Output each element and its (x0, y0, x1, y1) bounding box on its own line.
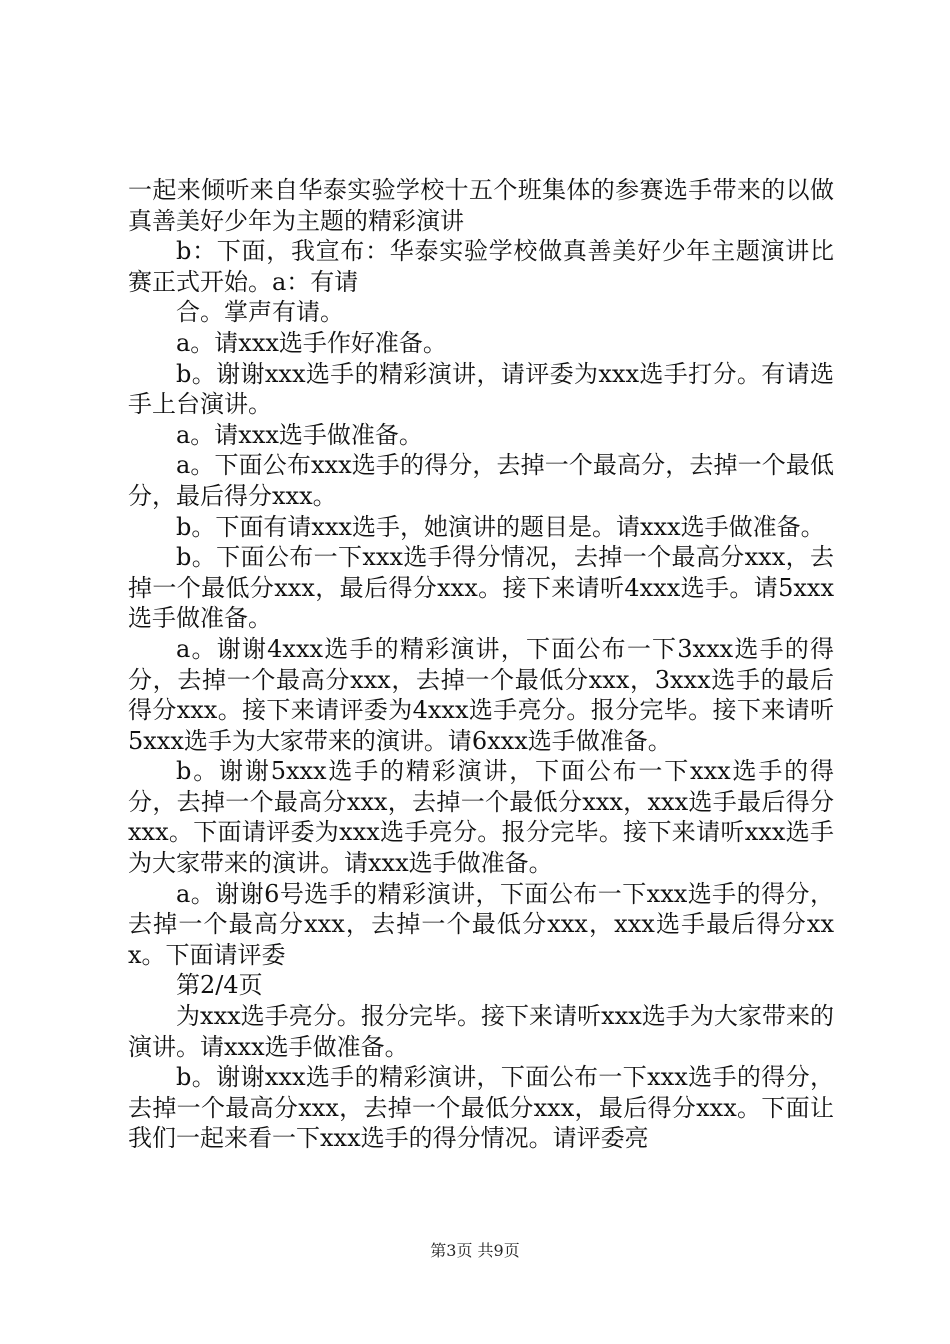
paragraph: b。下面公布一下xxx选手得分情况，去掉一个最高分xxx，去掉一个最低分xxx，最后得分xxx。接下来请听4xxx选手。请5xxx选手做准备。 (128, 543, 834, 633)
paragraph: a。下面公布xxx选手的得分，去掉一个最高分，去掉一个最低分，最后得分xxx。 (128, 451, 834, 510)
paragraph-applause: 合。掌声有请。 (176, 298, 344, 327)
paragraph: a。谢谢4xxx选手的精彩演讲，下面公布一下3xxx选手的得分，去掉一个最高分xxx，去掉一个最低分xxx，3xxx选手的最后得分xxx。接下来请评委为4xxx选手亮分。报分完毕。接下来请听5xxx选手为大家带来的演讲。请6xxx选手做准备。 (128, 634, 834, 755)
page-number-label: 第3页 共9页 (430, 1241, 520, 1260)
paragraph: b。谢谢5xxx选手的精彩演讲，下面公布一下xxx选手的得分，去掉一个最高分xxx，去掉一个最低分xxx，xxx选手最后得分xxx。下面请评委为xxx选手亮分。报分完毕。接下来请听xxx选手为大家带来的演讲。请xxx选手做准备。 (128, 757, 834, 878)
inline-page-marker: 第2/4页 (176, 971, 263, 1000)
paragraph-announce-start: b：下面，我宣布：华泰实验学校做真善美好少年主题演讲比赛正式开始。a：有请 (128, 237, 834, 296)
paragraph: a。请xxx选手作好准备。 (176, 328, 447, 357)
paragraph: b。谢谢xxx选手的精彩演讲，下面公布一下xxx选手的得分，去掉一个最高分xxx，去掉一个最低分xxx，最后得分xxx。下面让我们一起来看一下xxx选手的得分情况。请评委亮 (128, 1063, 834, 1153)
paragraph: b。下面有请xxx选手，她演讲的题目是。请xxx选手做准备。 (176, 512, 825, 541)
paragraph: a。请xxx选手做准备。 (176, 420, 423, 449)
paragraph: 为xxx选手亮分。报分完毕。接下来请听xxx选手为大家带来的演讲。请xxx选手做准备。 (128, 1002, 834, 1061)
page-footer (0, 1240, 950, 1262)
paragraph-intro: 一起来倾听来自华泰实验学校十五个班集体的参赛选手带来的以做真善美好少年为主题的精彩演讲 (128, 176, 834, 235)
paragraph: b。谢谢xxx选手的精彩演讲，请评委为xxx选手打分。有请选手上台演讲。 (128, 359, 834, 419)
document-body (128, 175, 834, 1154)
paragraph: a。谢谢6号选手的精彩演讲，下面公布一下xxx选手的得分，去掉一个最高分xxx，去掉一个最低分xxx，xxx选手最后得分xxx。下面请评委 (128, 879, 834, 969)
